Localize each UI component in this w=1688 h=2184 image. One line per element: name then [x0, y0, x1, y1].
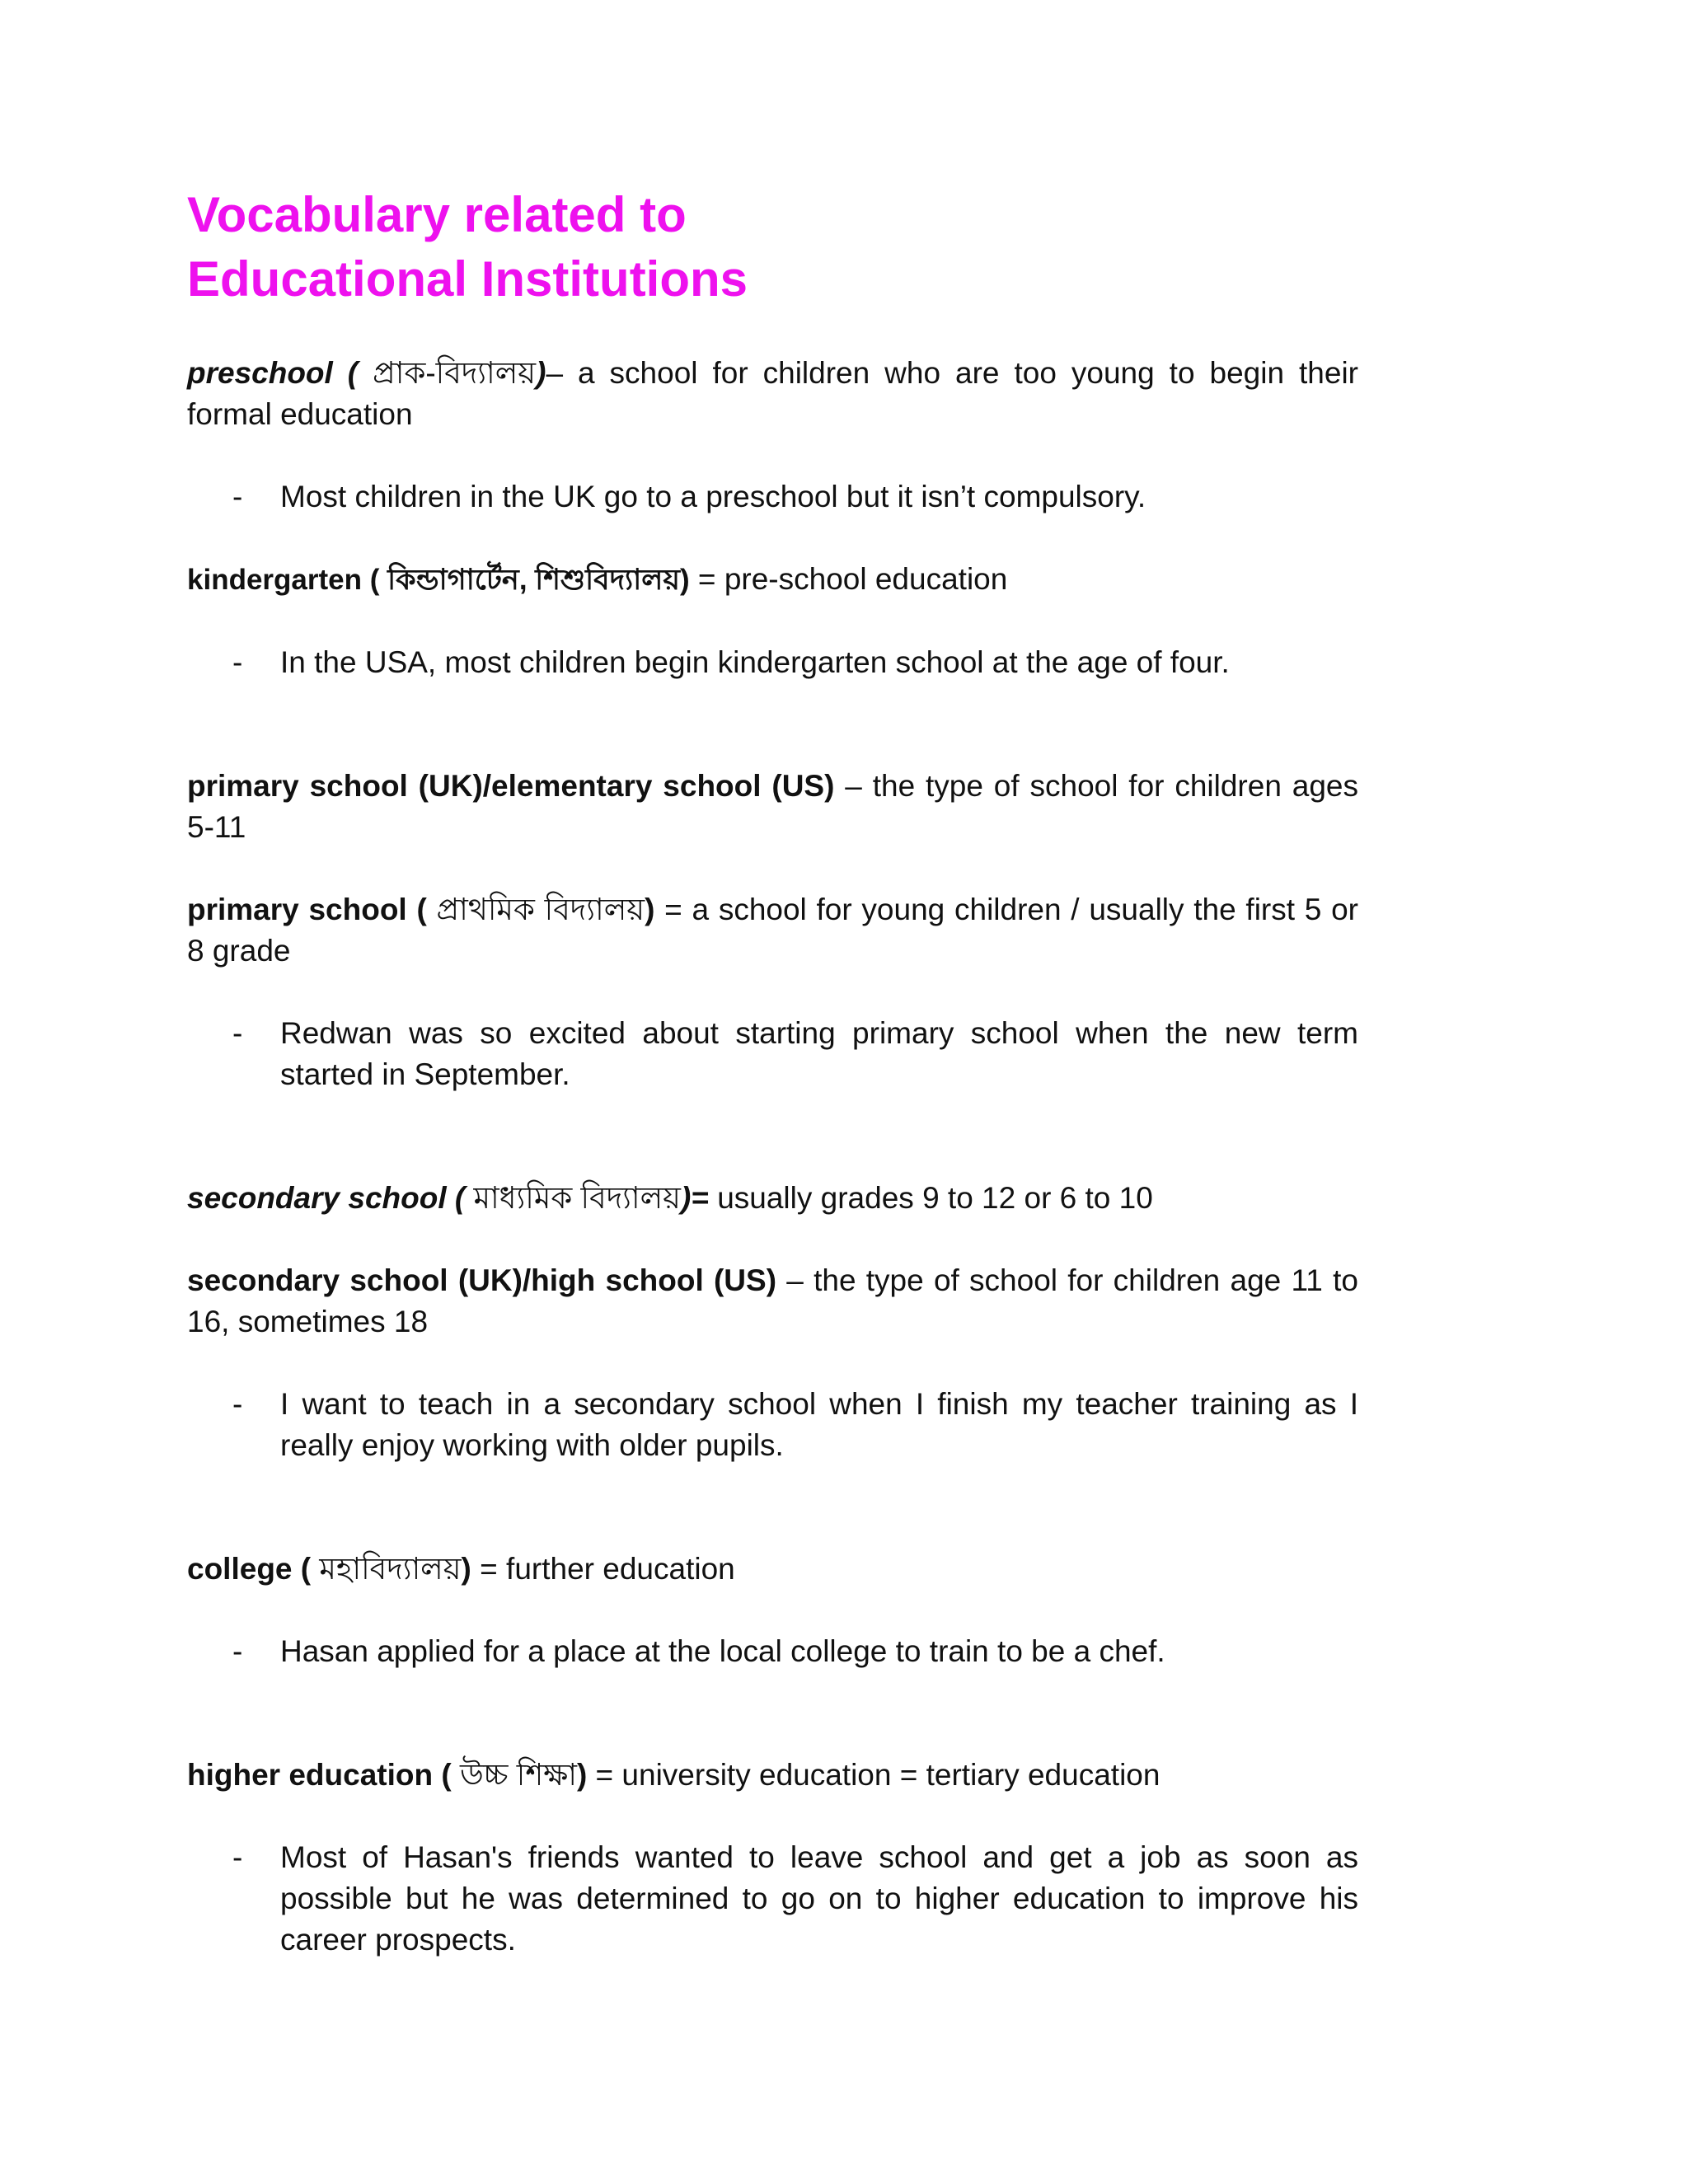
- example-higher-education: - Most of Hasan's friends wanted to leave school and get a job as soon as possible but he was determined to go on to higher education to improve his career prospects.: [187, 1837, 1358, 1961]
- term-higher-education: higher education (: [187, 1758, 452, 1792]
- bengali-secondary-school: মাধ্যমিক বিদ্যালয়: [473, 1181, 681, 1215]
- example-secondary-school: - I want to teach in a secondary school when I finish my teacher training as I really enjoy working with older pupils.: [187, 1384, 1358, 1466]
- example-college: - Hasan applied for a place at the local college to train to be a chef.: [187, 1631, 1358, 1672]
- example-kindergarten: - In the USA, most children begin kindergarten school at the age of four.: [187, 642, 1358, 683]
- definition-primary-school-uk-us: – the type of school for children ages 5-11: [187, 769, 1358, 844]
- entry-higher-education: higher education ( উচ্চ শিক্ষা) = university education = tertiary education: [187, 1758, 1160, 1792]
- entry-primary-school-uk-us: [187, 766, 1358, 848]
- entry-preschool: preschool ( প্রাক-বিদ্যালয়)– a school for children who are too young to begin their formal education: [187, 356, 1358, 431]
- term-secondary-school: secondary school: [187, 1181, 447, 1215]
- bengali-higher-education: উচ্চ শিক্ষা: [451, 1758, 577, 1792]
- example-primary-school: - Redwan was so excited about starting primary school when the new term started in September.: [187, 1013, 1358, 1095]
- term-kindergarten: kindergarten (: [187, 564, 380, 596]
- entry-kindergarten: kindergarten ( কিন্ডাগার্টেন, শিশুবিদ্যালয়) = pre-school education: [187, 562, 1008, 596]
- entry-secondary-school: secondary school ( মাধ্যমিক বিদ্যালয়)= usually grades 9 to 12 or 6 to 10: [187, 1181, 1153, 1215]
- bullet-dash: -: [232, 1840, 243, 1874]
- bullet-dash: -: [232, 1634, 243, 1668]
- example-preschool: - Most children in the UK go to a preschool but it isn’t compulsory.: [187, 476, 1358, 518]
- bullet-dash: -: [232, 1387, 243, 1421]
- bengali-primary-school: প্রাথমিক বিদ্যালয়: [426, 893, 645, 926]
- title-line-2: Educational Institutions: [187, 251, 748, 307]
- definition-secondary-school-uk-us: – the type of school for children age 11 to 16, sometimes 18: [187, 1263, 1358, 1338]
- term-secondary-school-uk-us: secondary school (UK)/high school (US): [187, 1263, 777, 1297]
- bullet-dash: -: [232, 480, 243, 513]
- document-page: [187, 183, 1358, 1961]
- entry-secondary-school-uk-us: [187, 1260, 1358, 1343]
- term-preschool: preschool: [187, 356, 333, 390]
- definition-kindergarten: = pre-school education: [689, 562, 1008, 596]
- definition-college: = further education: [471, 1552, 735, 1586]
- bengali-preschool: প্রাক-বিদ্যালয়: [373, 356, 537, 390]
- term-primary-school: primary school (: [187, 893, 427, 926]
- bullet-dash: -: [232, 645, 243, 679]
- bengali-college: মহাবিদ্যালয়: [311, 1552, 462, 1586]
- vocabulary-list: [187, 353, 1358, 1961]
- bengali-kindergarten: কিন্ডাগার্টেন, শিশুবিদ্যালয়: [379, 564, 680, 596]
- term-primary-school-uk-us: primary school (UK)/elementary school (US): [187, 769, 835, 803]
- term-college: college (: [187, 1552, 312, 1586]
- definition-preschool: – a school for children who are too young to begin their formal education: [187, 356, 1358, 431]
- definition-primary-school: = a school for young children / usually the first 5 or 8 grade: [187, 893, 1359, 968]
- entry-primary-school: primary school ( প্রাথমিক বিদ্যালয়) = a school for young children / usually the first 5 or 8 grade: [187, 893, 1359, 968]
- bullet-dash: -: [232, 1016, 243, 1050]
- title-line-1: Vocabulary related to: [187, 187, 687, 242]
- definition-higher-education: = university education = tertiary education: [587, 1758, 1160, 1792]
- definition-secondary-school: usually grades 9 to 12 or 6 to 10: [708, 1181, 1153, 1215]
- entry-college: college ( মহাবিদ্যালয়) = further education: [187, 1552, 735, 1586]
- page-title: [187, 183, 1358, 312]
